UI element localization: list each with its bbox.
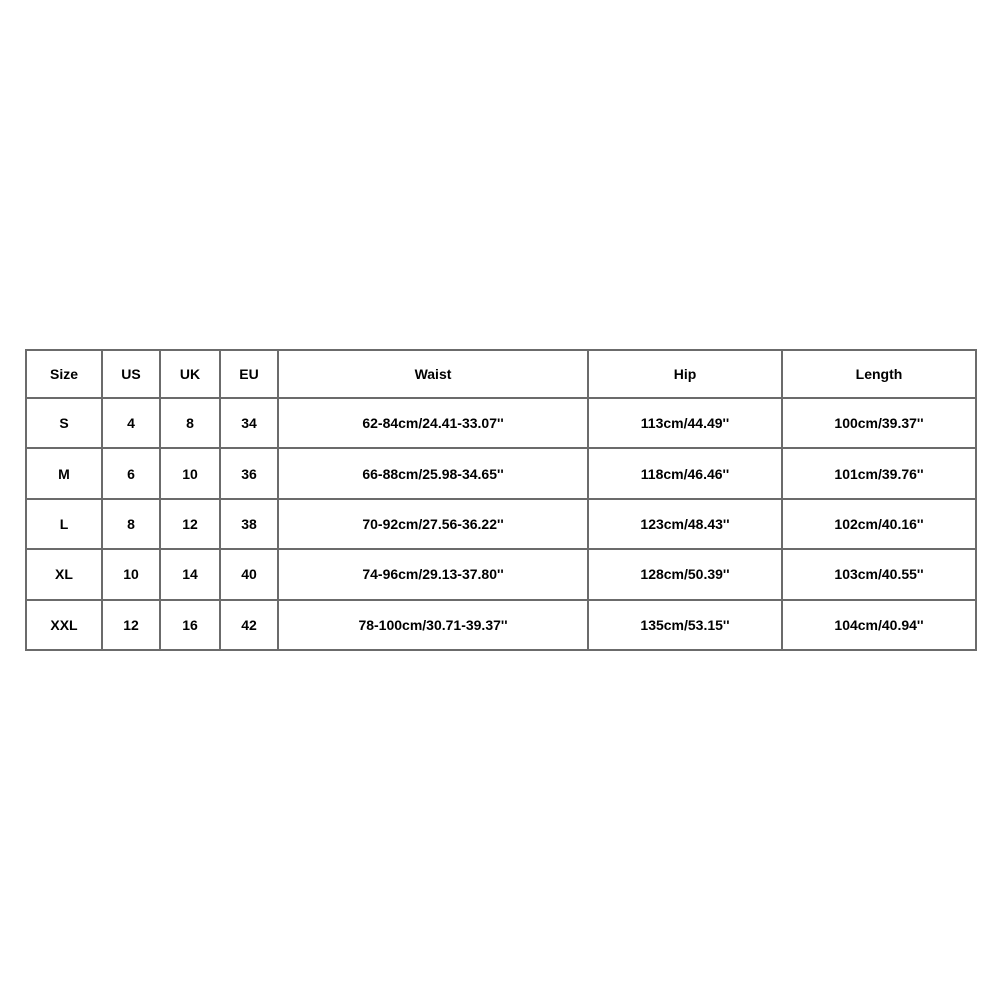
- cell-uk: 10: [160, 448, 220, 498]
- table-header-row: [26, 350, 976, 398]
- cell-us: 6: [102, 448, 160, 498]
- cell-waist: 70-92cm/27.56-36.22'': [278, 499, 588, 549]
- table-row: [26, 549, 976, 599]
- cell-hip: 113cm/44.49'': [588, 398, 782, 448]
- table-row: [26, 499, 976, 549]
- cell-length: 101cm/39.76'': [782, 448, 976, 498]
- cell-eu: 38: [220, 499, 278, 549]
- cell-eu: 40: [220, 549, 278, 599]
- cell-size: XXL: [26, 600, 102, 650]
- cell-hip: 135cm/53.15'': [588, 600, 782, 650]
- header-length: Length: [782, 350, 976, 398]
- cell-uk: 8: [160, 398, 220, 448]
- cell-waist: 62-84cm/24.41-33.07'': [278, 398, 588, 448]
- cell-length: 103cm/40.55'': [782, 549, 976, 599]
- cell-size: S: [26, 398, 102, 448]
- header-uk: UK: [160, 350, 220, 398]
- cell-hip: 118cm/46.46'': [588, 448, 782, 498]
- cell-us: 12: [102, 600, 160, 650]
- cell-uk: 12: [160, 499, 220, 549]
- cell-size: M: [26, 448, 102, 498]
- header-size: Size: [26, 350, 102, 398]
- table-row: [26, 398, 976, 448]
- cell-size: XL: [26, 549, 102, 599]
- size-chart-table: [25, 349, 977, 651]
- table-row: [26, 448, 976, 498]
- header-eu: EU: [220, 350, 278, 398]
- cell-waist: 78-100cm/30.71-39.37'': [278, 600, 588, 650]
- cell-waist: 66-88cm/25.98-34.65'': [278, 448, 588, 498]
- cell-eu: 42: [220, 600, 278, 650]
- table-row: [26, 600, 976, 650]
- cell-length: 100cm/39.37'': [782, 398, 976, 448]
- cell-uk: 14: [160, 549, 220, 599]
- cell-waist: 74-96cm/29.13-37.80'': [278, 549, 588, 599]
- cell-length: 104cm/40.94'': [782, 600, 976, 650]
- header-us: US: [102, 350, 160, 398]
- cell-hip: 128cm/50.39'': [588, 549, 782, 599]
- cell-size: L: [26, 499, 102, 549]
- cell-eu: 36: [220, 448, 278, 498]
- cell-hip: 123cm/48.43'': [588, 499, 782, 549]
- cell-length: 102cm/40.16'': [782, 499, 976, 549]
- cell-uk: 16: [160, 600, 220, 650]
- cell-eu: 34: [220, 398, 278, 448]
- cell-us: 4: [102, 398, 160, 448]
- header-waist: Waist: [278, 350, 588, 398]
- header-hip: Hip: [588, 350, 782, 398]
- cell-us: 8: [102, 499, 160, 549]
- cell-us: 10: [102, 549, 160, 599]
